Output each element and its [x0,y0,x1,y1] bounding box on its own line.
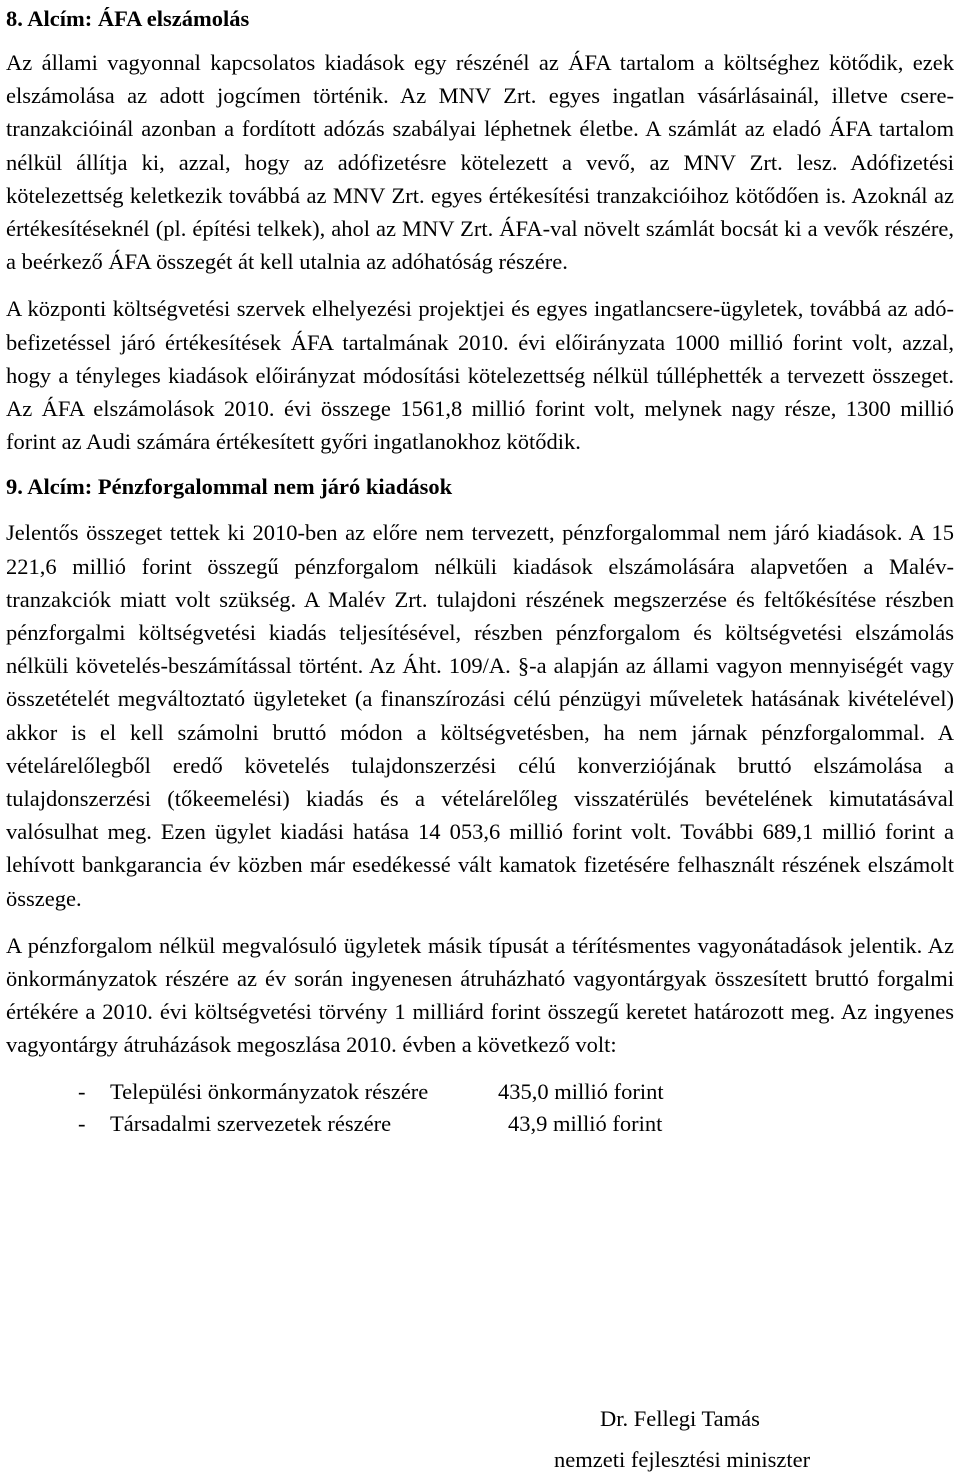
list-dash: - [78,1110,86,1136]
document-page [6,0,954,1140]
signature-block [554,1402,810,1477]
list-item-amount: 435,0 millió forint [498,1078,664,1104]
section-8-heading: 8. Alcím: ÁFA elszámolás [6,6,250,31]
signatory-name: Dr. Fellegi Tamás [600,1406,760,1431]
section-9-heading: 9. Alcím: Pénzforgalommal nem járó kiadások [6,474,453,500]
section-9-paragraph-1: Jelentős összeget tettek ki 2010-ben az előre nem tervezett, pénzforgalommal nem járó kiadások. A 15 221,6 millió forint összegű pénzforgalom nélküli kiadások elszámolására alapvetően a Malév-tranzakciók miatt volt szükség. A Malév Zrt. tulajdoni részének megszerzése és feltőkésítése részben pénzforgalmi költségvetési kiadás teljesítésével, részben pénzforgalom és költségvetési elszámolás nélküli követelés-beszámítással történt. Az Áht. 109/A. §-a alapján az állami vagyon mennyiségét vagy összetételét megváltoztató ügyleteket (a finanszírozási célú pénzügyi műveletek hatásának kivételével) akkor is el kell számolni bruttó módon a költségvetésben, ha nem járnak pénzforgalommal. A vételárelőlegből eredő követelés tulajdonszerzési célú konverziójának bruttó elszámolása a tulajdonszerzési (tőkeemelési) kiadás és a vételárelőleg visszatérülés bevételének kimutatásával valósulhat meg. Ezen ügylet kiadási hatása 14 053,6 millió forint volt. További 689,1 millió forint a lehívott bankgarancia év közben már esedékessé vált kamatok fizetésére felhasznált részének elszámolt összege. [6,520,954,911]
list-item-amount: 43,9 millió forint [508,1110,663,1136]
list-item [6,1076,954,1108]
section-8-paragraph-1: Az állami vagyonnal kapcsolatos kiadások egy részénél az ÁFA tartalom a költséghez kötődik, ezek elszámolása az adott jogcímen történik. Az MNV Zrt. egyes ingatlan vásárlásainál, illetve csere-tranzakcióinál azonban a fordított adózás szabályai léphetnek életbe. A számlát az eladó ÁFA tartalom nélkül állítja ki, azzal, hogy az adófizetésre kötelezett a vevő, az MNV Zrt. lesz. Adófizetési kötelezettség keletkezik továbbá az MNV Zrt. egyes értékesítési tranzakcióihoz kötődően is. Azoknál az értékesítéseknél (pl. építési telkek), ahol az MNV Zrt. ÁFA-val növelt számlát bocsát ki a vevők részére, a beérkező ÁFA összegét át kell utalnia az adóhatóság részére. [6,50,954,275]
list-dash: - [78,1078,86,1104]
section-8-paragraph-2: A központi költségvetési szervek elhelyezési projektjei és egyes ingatlancsere-ügyletek, továbbá az adó-befizetéssel járó értékesítések ÁFA tartalmának 2010. évi előirányzata 1000 millió forint volt, azzal, hogy a tényleges kiadások előirányzat módosítási kötelezettség nélkül túlléphették a tervezett összeget. Az ÁFA elszámolások 2010. évi összege 1561,8 millió forint volt, melynek nagy része, 1300 millió forint az Audi számára értékesített győri ingatlanokhoz kötődik. [6,296,954,455]
transfer-list [6,1076,954,1140]
list-item [6,1108,954,1140]
list-item-label: Települési önkormányzatok részére [110,1078,429,1104]
section-9-paragraph-2: A pénzforgalom nélkül megvalósuló ügyletek másik típusát a térítésmentes vagyonátadások jelentik. Az önkormányzatok részére az év során ingyenesen átruházható vagyontárgyak összesített bruttó forgalmi értékére a 2010. évi költségvetési törvény 1 milliárd forint összegű keretet határozott meg. Az ingyenes vagyontárgy átruházások megoszlása 2010. évben a következő volt: [6,932,954,1058]
signatory-title: nemzeti fejlesztési miniszter [554,1447,811,1472]
list-item-label: Társadalmi szervezetek részére [110,1110,392,1136]
